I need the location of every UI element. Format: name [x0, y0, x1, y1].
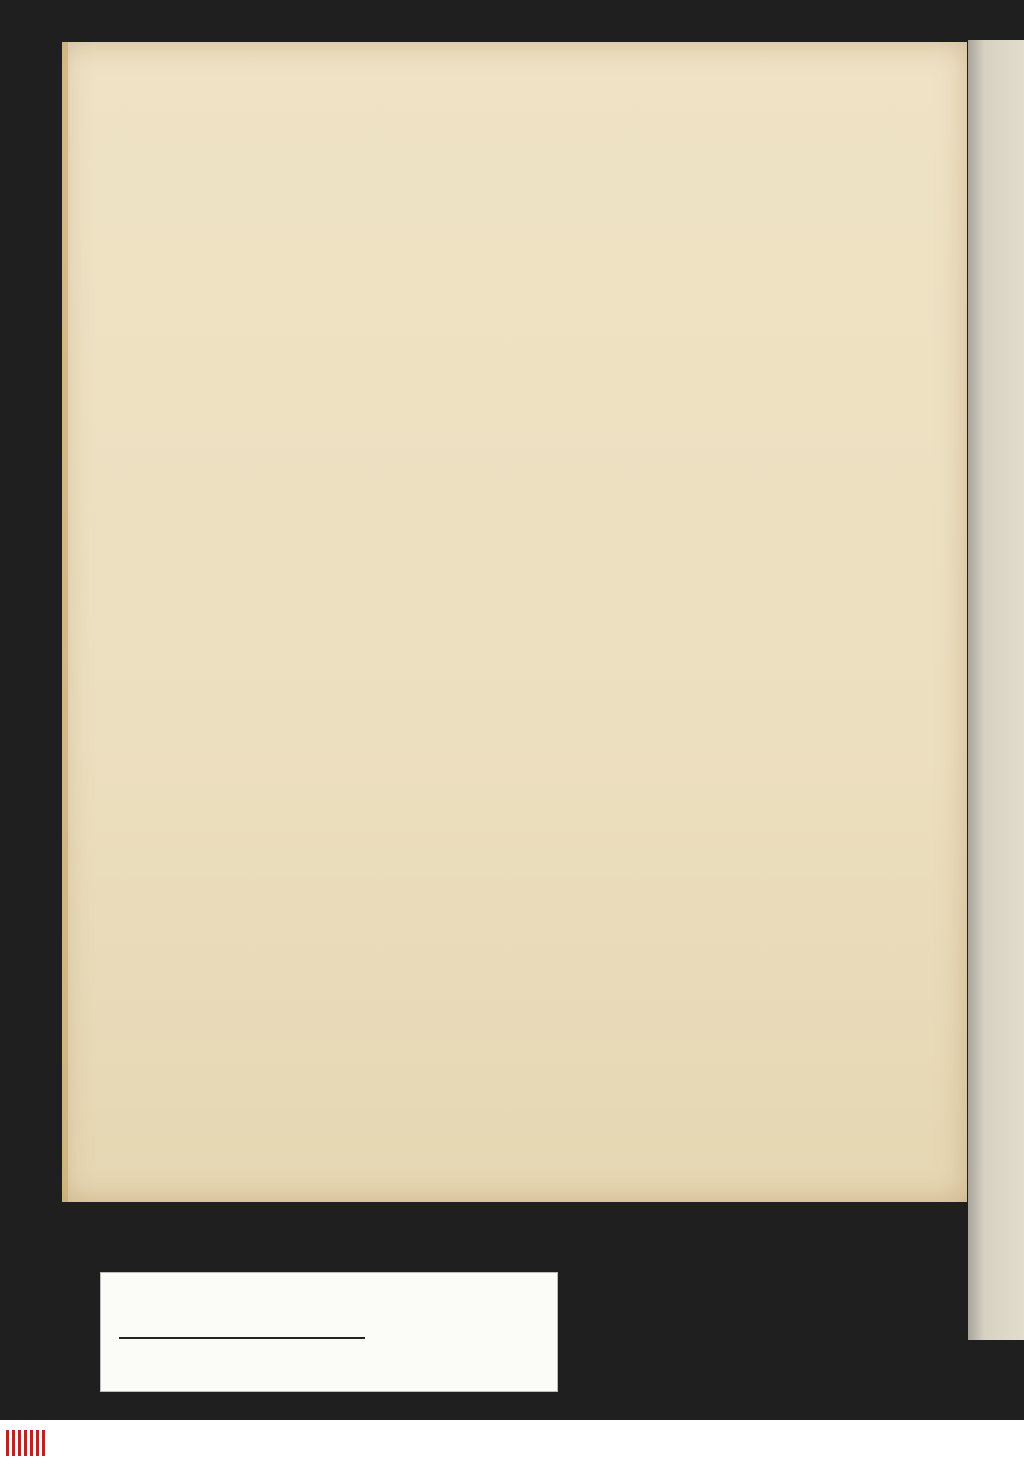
color-target-card	[100, 1272, 558, 1392]
next-page-edge	[968, 40, 1024, 1340]
hab-logo-icon	[6, 1430, 46, 1456]
gray-patch	[505, 1313, 531, 1369]
gray-patch	[465, 1313, 491, 1369]
book-page	[62, 42, 967, 1202]
footer-bar	[0, 1420, 1024, 1465]
gray-patch	[529, 1313, 555, 1369]
paragraph-ratio	[305, 793, 960, 795]
paragraph-usus	[305, 312, 960, 314]
scale-ruler	[119, 1319, 365, 1339]
running-header	[292, 126, 732, 156]
page-gutter-shadow	[62, 42, 68, 1202]
